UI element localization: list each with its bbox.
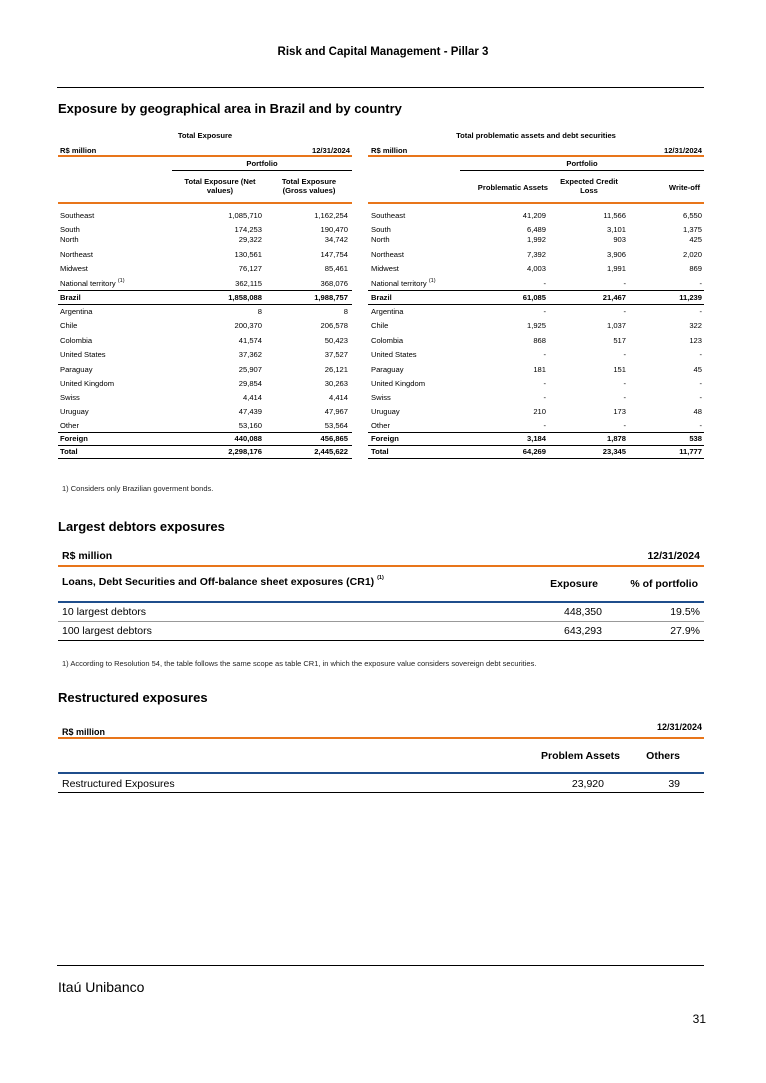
geo-row-problematic-assets: 1,925 [526, 321, 546, 330]
restructured-row-problem: 23,920 [571, 778, 604, 790]
debtors-row-name: 100 largest debtors [62, 625, 152, 637]
geo-row-name-right [371, 336, 403, 345]
geo-row-net: 41,574 [238, 336, 262, 345]
geo-right-col-ecl: Expected Credit Loss [560, 177, 618, 195]
restructured-date: 12/31/2024 [656, 722, 702, 732]
geo-row-name-text: Argentina [60, 307, 93, 316]
header-rule [57, 87, 704, 88]
geo-row-name-text: North [371, 235, 390, 244]
debtors-col-pct: % of portfolio [630, 578, 698, 590]
geo-row-problematic-assets: 210 [533, 407, 546, 416]
geo-table-row [0, 350, 766, 360]
geo-row-name-right [371, 211, 405, 220]
geo-left-group: Portfolio [246, 159, 278, 168]
geo-row-name-text: United Kingdom [371, 379, 426, 388]
geo-row-name-left [60, 350, 106, 359]
geo-table-row [0, 225, 766, 235]
geo-row-rule [58, 290, 352, 291]
geo-table-row [0, 264, 766, 274]
restructured-blue-rule [58, 772, 704, 774]
geo-row-write-off: 11,239 [679, 293, 702, 302]
geo-row-name-text: Paraguay [60, 365, 93, 374]
geo-row-net: 53,160 [238, 421, 262, 430]
geo-row-name-right [371, 447, 389, 456]
geo-row-net: 4,414 [242, 393, 262, 402]
page-header-title: Risk and Capital Management - Pillar 3 [277, 46, 489, 58]
geo-row-write-off: 45 [693, 365, 702, 374]
geo-row-expected-credit-loss: - [623, 307, 626, 316]
geo-row-write-off: 425 [689, 235, 702, 244]
geo-right-orange-rule [368, 155, 704, 157]
geo-row-expected-credit-loss: 1,037 [606, 321, 626, 330]
geo-row-rule [58, 445, 352, 446]
geo-row-rule [58, 432, 352, 433]
geo-row-name-left [60, 393, 80, 402]
geo-row-net: 1,858,088 [228, 293, 262, 302]
geo-row-gross: 53,564 [324, 421, 348, 430]
geo-section-title: Exposure by geographical area in Brazil and by country [58, 101, 402, 116]
geo-row-expected-credit-loss: - [623, 421, 626, 430]
debtors-date: 12/31/2024 [647, 550, 700, 562]
geo-table-row [0, 211, 766, 221]
geo-row-name-text: National territory [60, 279, 116, 288]
geo-row-gross: 1,162,254 [314, 211, 348, 220]
geo-table-row [0, 393, 766, 403]
geo-row-name-left [60, 225, 80, 234]
geo-row-footnote-ref: (1) [428, 278, 436, 284]
geo-row-name-text: Colombia [60, 336, 93, 345]
geo-row-net: 200,370 [234, 321, 262, 330]
geo-row-problematic-assets: 868 [533, 336, 546, 345]
geo-row-name-left [60, 379, 114, 388]
geo-row-name-text: Foreign [60, 434, 88, 443]
geo-table-row [0, 447, 766, 457]
geo-row-net: 440,088 [234, 434, 262, 443]
geo-row-name-text: South [60, 225, 80, 234]
geo-row-name-text: Midwest [371, 264, 399, 273]
geo-left-group-rule [172, 170, 352, 171]
geo-row-name-text: Other [371, 421, 390, 430]
geo-row-name-text: North [60, 235, 79, 244]
geo-row-gross: 4,414 [328, 393, 348, 402]
geo-right-header-bottom-rule [368, 202, 704, 204]
restructured-row-name: Restructured Exposures [62, 778, 175, 790]
geo-row-write-off: 1,375 [682, 225, 702, 234]
geo-row-gross: 456,865 [320, 434, 348, 443]
geo-row-name-right [371, 293, 392, 302]
geo-row-name-text: Northeast [371, 250, 404, 259]
geo-row-name-text: Southeast [371, 211, 406, 220]
geo-row-name-text: Brazil [371, 293, 392, 302]
geo-row-name-right [371, 250, 404, 259]
geo-row-expected-credit-loss: 3,101 [606, 225, 626, 234]
debtors-blue-rule [58, 601, 704, 603]
geo-row-name-text: Uruguay [371, 407, 400, 416]
geo-row-name-text: Colombia [371, 336, 404, 345]
footer-rule [57, 965, 704, 966]
geo-left-header-bottom-rule [58, 202, 352, 204]
geo-row-name-right [371, 393, 391, 402]
geo-row-gross: 26,121 [324, 365, 348, 374]
geo-row-rule [368, 304, 704, 305]
geo-row-write-off: - [699, 279, 702, 288]
geo-right-unit: R$ million [371, 146, 408, 155]
geo-right-date: 12/31/2024 [663, 146, 702, 155]
geo-row-name-left [60, 264, 88, 273]
geo-row-name-text: Total [371, 447, 389, 456]
debtors-row-exposure: 643,293 [564, 625, 602, 637]
geo-table-row [0, 235, 766, 245]
geo-row-problematic-assets: - [543, 421, 546, 430]
geo-row-net: 29,322 [238, 235, 262, 244]
geo-row-write-off: 123 [689, 336, 702, 345]
geo-table-row [0, 379, 766, 389]
geo-table-row [0, 321, 766, 331]
geo-row-net: 25,907 [238, 365, 262, 374]
geo-row-name-right [371, 225, 391, 234]
geo-row-expected-credit-loss: 11,566 [603, 211, 626, 220]
geo-row-name-left [60, 250, 93, 259]
geo-row-name-text: Brazil [60, 293, 81, 302]
geo-row-name-right [371, 350, 417, 359]
geo-row-name-left [60, 235, 79, 244]
geo-row-gross: 1,988,757 [314, 293, 348, 302]
geo-row-gross: 85,461 [324, 264, 348, 273]
geo-left-unit: R$ million [60, 146, 97, 155]
debtors-section-title: Largest debtors exposures [58, 519, 225, 534]
geo-table-bottom-rule [368, 458, 704, 459]
geo-row-rule [368, 432, 704, 433]
geo-row-write-off: 2,020 [682, 250, 702, 259]
geo-row-write-off: - [699, 379, 702, 388]
geo-row-name-text: United States [60, 350, 106, 359]
geo-row-write-off: 48 [693, 407, 702, 416]
geo-row-name-text: Swiss [371, 393, 391, 402]
geo-row-net: 76,127 [238, 264, 262, 273]
debtors-orange-rule [58, 565, 704, 567]
geo-row-gross: 47,967 [324, 407, 348, 416]
geo-row-expected-credit-loss: 1,878 [606, 434, 626, 443]
geo-row-problematic-assets: 41,209 [522, 211, 546, 220]
geo-row-expected-credit-loss: - [623, 350, 626, 359]
geo-row-write-off: 322 [689, 321, 702, 330]
geo-row-name-right [371, 307, 404, 316]
footer-brand: Itaú Unibanco [58, 979, 145, 995]
geo-table-row [0, 336, 766, 346]
geo-right-group-rule [460, 170, 704, 171]
geo-row-problematic-assets: - [543, 279, 546, 288]
geo-row-name-left [60, 211, 94, 220]
geo-row-name-text: National territory [371, 279, 427, 288]
debtors-footnote: 1) According to Resolution 54, the table follows the same scope as table CR1, in which the exposure value considers sovereign debt securities. [62, 659, 537, 668]
geo-right-group: Portfolio [566, 159, 598, 168]
debtors-row-pct: 27.9% [670, 625, 700, 637]
debtors-row-pct: 19.5% [670, 606, 700, 618]
geo-row-problematic-assets: 64,269 [522, 447, 546, 456]
geo-row-gross: 368,076 [320, 279, 348, 288]
geo-right-col-pa: Problematic Assets [477, 183, 548, 192]
geo-row-expected-credit-loss: 173 [613, 407, 626, 416]
geo-row-gross: 2,445,622 [314, 447, 348, 456]
geo-row-name-right [371, 365, 404, 374]
geo-row-problematic-assets: 1,992 [526, 235, 546, 244]
geo-row-net: 47,439 [238, 407, 262, 416]
geo-row-name-text: Northeast [60, 250, 93, 259]
restructured-section-title: Restructured exposures [58, 690, 208, 705]
geo-row-write-off: 11,777 [679, 447, 702, 456]
geo-table-row [0, 293, 766, 303]
restructured-row-others: 39 [668, 778, 680, 790]
debtors-col-exposure: Exposure [550, 578, 598, 590]
debtors-header-label: Loans, Debt Securities and Off-balance sheet exposures (CR1) $^{(1)}$ [62, 575, 384, 588]
debtors-unit: R$ million [62, 550, 113, 562]
geo-row-gross: 37,527 [324, 350, 348, 359]
geo-left-date: 12/31/2024 [311, 146, 350, 155]
geo-row-name-left [60, 307, 93, 316]
debtors-row-exposure: 448,350 [564, 606, 602, 618]
geo-row-name-left [60, 293, 81, 302]
geo-row-expected-credit-loss: - [623, 379, 626, 388]
geo-row-problematic-assets: 4,003 [526, 264, 546, 273]
geo-row-name-left [60, 365, 93, 374]
geo-right-col-wo: Write-off [668, 183, 700, 192]
geo-row-problematic-assets: 6,489 [526, 225, 546, 234]
geo-row-name-text: United Kingdom [60, 379, 115, 388]
geo-row-net: 362,115 [235, 279, 262, 288]
geo-row-name-text: South [371, 225, 391, 234]
geo-table-row [0, 250, 766, 260]
geo-table-row [0, 307, 766, 317]
geo-table-row [0, 365, 766, 375]
debtors-bottom-rule [58, 640, 704, 641]
restructured-col-others: Others [646, 750, 680, 762]
geo-row-name-right [371, 379, 425, 388]
geo-row-name-left [60, 421, 79, 430]
geo-left-orange-rule [58, 155, 352, 157]
geo-row-net: 29,854 [238, 379, 262, 388]
geo-left-col-gross: Total Exposure (Gross values) [281, 177, 337, 195]
geo-footnote: 1) Considers only Brazilian goverment bonds. [62, 484, 214, 493]
geo-row-net: 1,085,710 [228, 211, 262, 220]
geo-row-name-left [60, 447, 78, 456]
geo-row-problematic-assets: - [543, 379, 546, 388]
geo-row-name-left [60, 434, 88, 443]
geo-row-name-text: Chile [60, 321, 78, 330]
geo-row-problematic-assets: - [543, 350, 546, 359]
geo-row-write-off: 869 [689, 264, 702, 273]
geo-row-name-left [60, 321, 77, 330]
geo-row-expected-credit-loss: 517 [613, 336, 626, 345]
geo-row-write-off: - [699, 307, 702, 316]
geo-row-problematic-assets: - [543, 307, 546, 316]
geo-row-net: 37,362 [238, 350, 262, 359]
geo-row-name-text: Foreign [371, 434, 399, 443]
geo-row-name-right [371, 421, 390, 430]
geo-row-name-text: Total [60, 447, 78, 456]
geo-row-expected-credit-loss: 23,345 [602, 447, 626, 456]
geo-row-gross: 8 [343, 307, 348, 316]
geo-row-name-right [371, 264, 399, 273]
geo-row-name-left [60, 336, 92, 345]
geo-row-expected-credit-loss: - [623, 279, 626, 288]
geo-row-gross: 147,754 [320, 250, 348, 259]
geo-table-row [0, 279, 766, 289]
geo-row-name-left [60, 407, 89, 416]
geo-table-bottom-rule [58, 458, 352, 459]
restructured-orange-rule [58, 737, 704, 739]
geo-row-name-text: Other [60, 421, 79, 430]
geo-row-write-off: - [699, 393, 702, 402]
geo-row-gross: 50,423 [324, 336, 348, 345]
geo-row-name-text: Chile [371, 321, 389, 330]
geo-row-write-off: - [699, 421, 702, 430]
geo-row-net: 130,561 [234, 250, 262, 259]
debtors-row-divider [58, 621, 704, 622]
geo-row-write-off: - [699, 350, 702, 359]
geo-row-name-right [371, 279, 436, 288]
geo-row-gross: 30,263 [324, 379, 348, 388]
geo-row-problematic-assets: 7,392 [526, 250, 546, 259]
geo-row-name-right [371, 434, 399, 443]
geo-row-name-right [371, 235, 390, 244]
geo-row-problematic-assets: 181 [533, 365, 546, 374]
geo-row-rule [58, 304, 352, 305]
geo-row-gross: 190,470 [320, 225, 348, 234]
geo-row-name-text: United States [371, 350, 417, 359]
geo-row-expected-credit-loss: 903 [613, 235, 626, 244]
geo-row-gross: 206,578 [320, 321, 348, 330]
geo-row-name-right [371, 407, 400, 416]
geo-row-name-text: Southeast [60, 211, 95, 220]
geo-row-net: 2,298,176 [228, 447, 262, 456]
geo-row-name-text: Swiss [60, 393, 80, 402]
geo-row-problematic-assets: - [543, 393, 546, 402]
geo-row-rule [368, 290, 704, 291]
geo-row-name-text: Argentina [371, 307, 404, 316]
geo-table-row [0, 407, 766, 417]
geo-table-row [0, 434, 766, 444]
geo-right-caption: Total problematic assets and debt securities [456, 131, 616, 140]
geo-row-name-left [60, 279, 125, 288]
geo-row-name-text: Uruguay [60, 407, 89, 416]
restructured-col-problem: Problem Assets [541, 750, 620, 762]
geo-row-footnote-ref: (1) [117, 278, 125, 284]
debtors-row-name: 10 largest debtors [62, 606, 147, 618]
geo-row-rule [368, 445, 704, 446]
geo-row-write-off: 538 [689, 434, 702, 443]
page-number: 31 [692, 1012, 706, 1026]
geo-left-col-net: Total Exposure (Net values) [184, 177, 256, 195]
geo-row-net: 174,253 [234, 225, 262, 234]
geo-row-name-text: Paraguay [371, 365, 404, 374]
geo-row-name-right [371, 321, 388, 330]
geo-row-expected-credit-loss: 1,991 [606, 264, 626, 273]
geo-row-expected-credit-loss: - [623, 393, 626, 402]
geo-row-expected-credit-loss: 21,467 [602, 293, 626, 302]
geo-row-net: 8 [257, 307, 262, 316]
geo-row-gross: 34,742 [324, 235, 348, 244]
geo-row-expected-credit-loss: 151 [613, 365, 626, 374]
geo-row-problematic-assets: 3,184 [526, 434, 546, 443]
geo-row-write-off: 6,550 [682, 211, 702, 220]
geo-left-caption: Total Exposure [177, 131, 233, 140]
geo-row-problematic-assets: 61,085 [522, 293, 546, 302]
geo-table-row [0, 421, 766, 431]
restructured-unit: R$ million [62, 727, 106, 737]
restructured-bottom-rule [58, 792, 704, 793]
geo-row-expected-credit-loss: 3,906 [606, 250, 626, 259]
geo-row-name-text: Midwest [60, 264, 88, 273]
